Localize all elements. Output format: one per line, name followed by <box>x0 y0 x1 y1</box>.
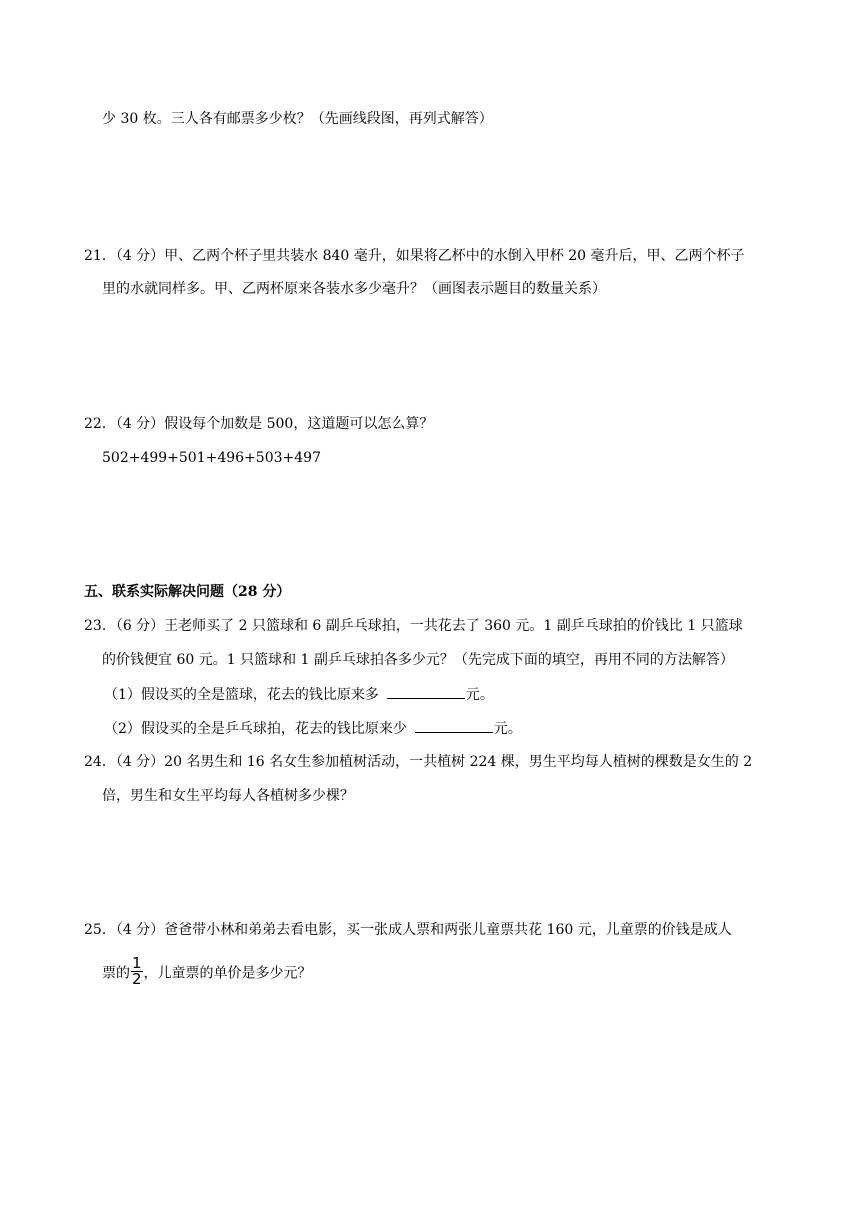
q25-line1: 25．（4 分）爸爸带小林和弟弟去看电影，买一张成人票和两张儿童票共花 160 元，儿童票的价钱是成人 <box>84 922 732 938</box>
q23-sub2-text: （2）假设买的全是乒乓球拍，花去的钱比原来少 <box>104 721 407 737</box>
q23-sub1-text: （1）假设买的全是篮球，花去的钱比原来多 <box>104 687 379 703</box>
q24-line2: 倍，男生和女生平均每人各植树多少棵？ <box>102 788 354 804</box>
fraction-denominator: 2 <box>132 970 142 988</box>
q21-line2: 里的水就同样多。甲、乙两杯原来各装水多少毫升？（画图表示题目的数量关系） <box>102 281 606 297</box>
q22-expression: 502+499+501+496+503+497 <box>102 450 321 466</box>
q24-line1: 24．（4 分）20 名男生和 16 名女生参加植树活动，一共植树 224 棵，男生平均每人植树的棵数是女生的 2 <box>84 754 753 770</box>
q20-continuation: 少 30 枚。三人各有邮票多少枚？（先画线段图，再列式解答） <box>102 111 493 127</box>
q23-sub1-unit: 元。 <box>465 687 494 703</box>
q23-line1: 23．（6 分）王老师买了 2 只篮球和 6 副乒乓球拍，一共花去了 360 元。1 副乒乓球拍的价钱比 1 只篮球 <box>84 618 743 634</box>
section-5-heading: 五、联系实际解决问题（28 分） <box>84 584 291 600</box>
q22-line1: 22．（4 分）假设每个加数是 500，这道题可以怎么算？ <box>84 416 434 432</box>
q25-line2-text: 票的 <box>102 965 130 982</box>
q25-line2-rest: ，儿童票的单价是多少元？ <box>143 965 312 982</box>
q25-line2 <box>102 954 312 989</box>
q23-sub2-blank[interactable] <box>415 718 493 733</box>
q23-line2: 的价钱便宜 60 元。1 只篮球和 1 副乒乓球拍各多少元？（先完成下面的填空，再用不同的方法解答） <box>102 652 734 668</box>
q23-sub1 <box>104 684 494 705</box>
q23-sub1-blank[interactable] <box>387 684 465 699</box>
fraction-numerator: 1 <box>132 954 142 972</box>
one-half-fraction <box>131 956 143 987</box>
q23-sub2 <box>104 718 522 739</box>
q23-sub2-unit: 元。 <box>493 721 522 737</box>
q21-line1: 21．（4 分）甲、乙两个杯子里共装水 840 毫升，如果将乙杯中的水倒入甲杯 20 毫升后，甲、乙两个杯子 <box>84 248 745 264</box>
